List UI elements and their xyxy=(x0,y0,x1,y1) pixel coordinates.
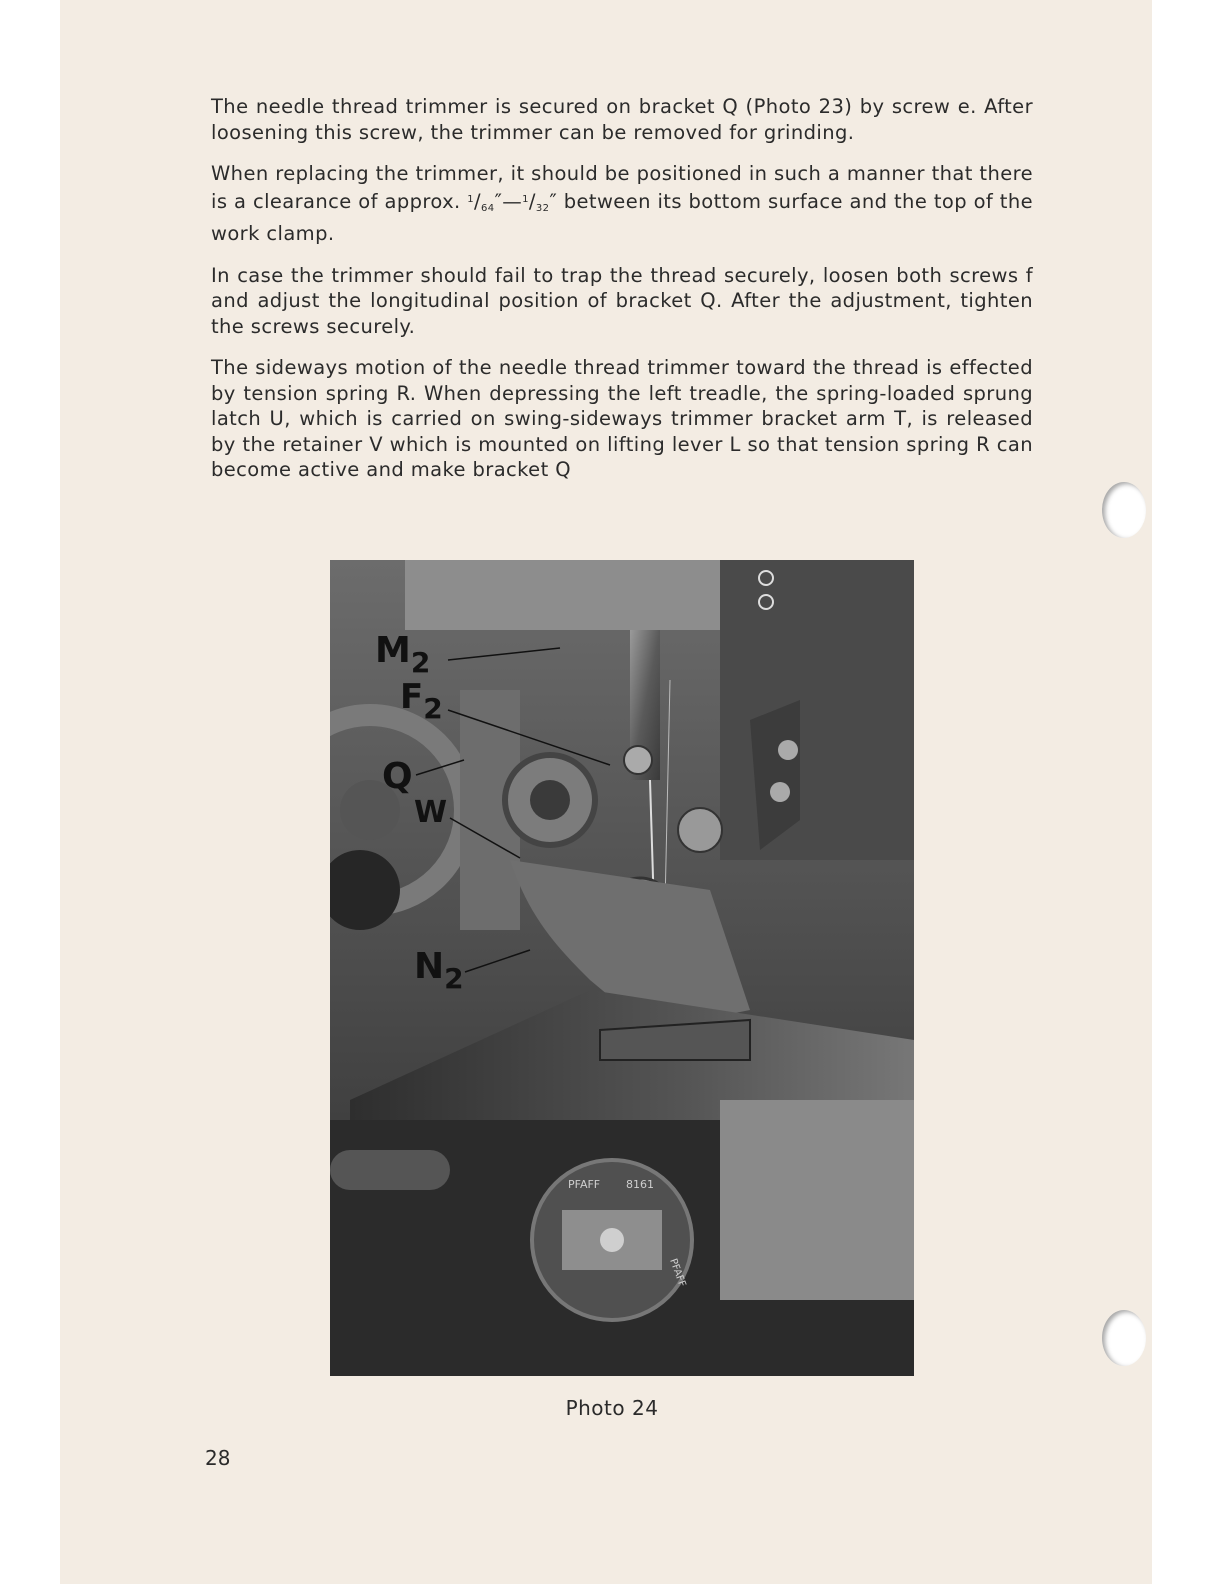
label-w: W xyxy=(414,795,448,830)
screw-icon xyxy=(678,808,722,852)
paragraph-2 xyxy=(211,161,1033,247)
paragraph-2-after: ″ between its bottom surface and the top of the work clamp. xyxy=(211,189,1033,245)
fraction-1-32: $^1/_{32}$ xyxy=(522,189,550,214)
paragraph-2-before: When replacing the trimmer, it should be positioned in such a manner that there is a clearance of approx. xyxy=(211,162,1033,213)
machine-column xyxy=(720,560,914,860)
bobbin-brand-text-2: PFAFF xyxy=(667,1257,688,1289)
label-m2: $M_2$ xyxy=(375,630,431,679)
machine-photo xyxy=(330,560,914,1376)
label-n2: $N_2$ xyxy=(414,946,464,995)
bobbin-brand-text: PFAFF xyxy=(568,1178,601,1191)
paragraph-1: The needle thread trimmer is secured on bracket Q (Photo 23) by screw e. After loosening this screw, the trimmer can be removed for grinding. xyxy=(211,95,1033,144)
fraction-1-64: $^1/_{64}$ xyxy=(467,189,495,214)
page-number: 28 xyxy=(205,1446,231,1470)
screw-icon xyxy=(624,746,652,774)
fraction-denominator: 64 xyxy=(481,202,495,214)
label-q: Q xyxy=(382,756,413,797)
fraction-numerator: 1 xyxy=(522,193,529,205)
machine-illustration xyxy=(330,560,914,1376)
body-text xyxy=(211,94,1033,499)
fraction-numerator: 1 xyxy=(467,193,475,205)
screw-icon xyxy=(770,782,790,802)
fraction-denominator: 32 xyxy=(535,202,550,214)
bed-right xyxy=(720,1100,914,1300)
paragraph-3: In case the trimmer should fail to trap the thread securely, loosen both screws f and adjust the longitudinal position of bracket Q. After the adjustment, tighten the screws securely. xyxy=(211,263,1033,338)
bobbin-center xyxy=(600,1228,624,1252)
machine-arm xyxy=(405,560,725,630)
presser-ring-hole xyxy=(530,780,570,820)
screw-icon xyxy=(778,740,798,760)
label-f2: $F_2$ xyxy=(400,677,443,725)
bobbin-number-text: 8161 xyxy=(626,1178,654,1191)
shaft xyxy=(330,1150,450,1190)
fraction-separator: ″— xyxy=(494,189,523,213)
paragraph-4: The sideways motion of the needle thread trimmer toward the thread is effected by tension spring R. When depressing the left treadle, the spring-loaded sprung latch U, which is carried on swing-sideways trimmer bracket arm T, is released by the retainer V which is mounted on lifting lever L so that tension spring R can become active and make bracket Q xyxy=(211,356,1033,481)
punch-hole xyxy=(1102,1310,1146,1366)
photo-caption: Photo 24 xyxy=(565,1396,659,1420)
punch-hole xyxy=(1102,482,1146,538)
